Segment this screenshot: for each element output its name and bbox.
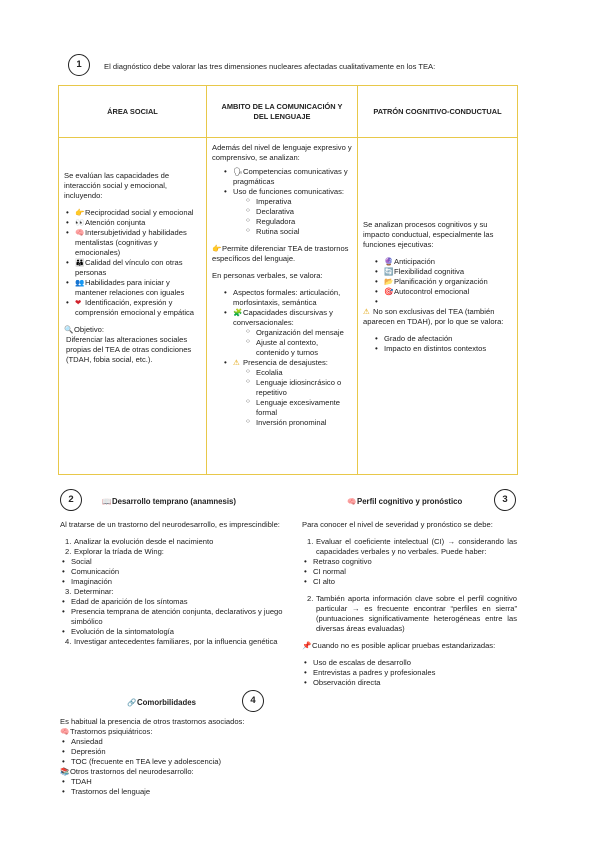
list-item: • Presencia temprana de atención conjunta, declarativos y juego simbólico (60, 607, 288, 627)
list-item: • 👪Calidad del vínculo con otras personas (64, 258, 201, 278)
target-icon: 🎯 (384, 287, 394, 297)
cell-communication (207, 138, 358, 475)
list-item: ○ Declarativa (245, 207, 352, 217)
ci-list (302, 557, 517, 587)
list-item: • Observación directa (302, 678, 517, 688)
discursive-list (233, 328, 352, 358)
list-item: 3. Determinar: (65, 587, 114, 597)
section3-note: Cuando no es posible aplicar pruebas estandarizadas: (312, 641, 496, 651)
list-item: • Imaginación (60, 577, 288, 587)
mismatch-list (233, 368, 352, 428)
neuro-list (60, 777, 290, 797)
social-list (64, 208, 201, 318)
list-item: • TDAH (60, 777, 290, 787)
list-item: • Evolución de la sintomatología (60, 627, 288, 637)
list-item: • ⚠ Presencia de desajustes: ○ Ecolalia ○ Lenguaje idiosincrásico o repetitivo ○ Lenguaje excesivamente formal ○ Inversión pronominal (222, 358, 352, 428)
list-item: • Social (60, 557, 288, 567)
list-item: 2. También aporta información clave sobre el perfil cognitivo particular → es frecuente encontrar “perfiles en sierra” (puntuaciones significativamente heterogéneas entre las diversas áreas evaluadas) (307, 594, 517, 634)
list-item: • Aspectos formales: articulación, morfosintaxis, semántica (222, 288, 352, 308)
verbal-list (212, 288, 352, 428)
list-item: • Entrevistas a padres y profesionales (302, 668, 517, 678)
list-item: • 📂Planificación y organización (373, 277, 512, 287)
list-item (373, 297, 512, 307)
section2-steps (60, 537, 288, 557)
folder-icon: 📂 (384, 277, 394, 287)
list-item: • Ansiedad (60, 737, 290, 747)
cognitive-list (363, 257, 512, 307)
cognitive-intro: Se analizan procesos cognitivos y su impacto conductual, especialmente las funciones ejecutivas: (363, 220, 494, 250)
list-item: ○ Lenguaje excesivamente formal (245, 398, 352, 418)
list-item: • 🔄Flexibilidad cognitiva (373, 267, 512, 277)
list-item: 1. Evaluar el coeficiente intelectual (CI) → considerando las capacidades verbales y no verbales. Puede haber: (307, 537, 517, 557)
pushpin-icon: 📌 (302, 641, 312, 651)
communication-intro: Además del nivel de lenguaje expresivo y comprensivo, se analizan: (212, 143, 352, 163)
list-item: ○ Reguladora (245, 217, 352, 227)
section2-intro: Al tratarse de un trastorno del neurodesarrollo, es imprescindible: (60, 520, 280, 529)
list-item: ○ Rutina social (245, 227, 352, 237)
eyes-icon: 👀 (75, 218, 85, 228)
list-item: • Comunicación (60, 567, 288, 577)
tea-dimensions-table (58, 85, 518, 475)
list-item: • 🔮Anticipación (373, 257, 512, 267)
family-icon: 👪 (75, 258, 85, 268)
social-intro: Se evalúan las capacidades de interacción social y emocional, incluyendo: (64, 171, 170, 201)
functions-list (233, 197, 352, 237)
section-number-4: 4 (242, 690, 264, 712)
neuro-label: Otros trastornos del neurodesarrollo: (70, 767, 194, 777)
list-item: • 👀Atención conjunta (64, 218, 201, 228)
psych-list (60, 737, 290, 767)
section-number-1: 1 (68, 54, 90, 76)
list-item: • Depresión (60, 747, 290, 757)
list-item: • Impacto en distintos contextos (373, 344, 512, 354)
header-social: ÁREA SOCIAL (59, 86, 207, 138)
objective-label: Objetivo: (74, 325, 104, 335)
brain-icon: 🧠 (75, 228, 85, 238)
magnifier-icon: 🔍 (64, 325, 74, 335)
section3-body (302, 520, 517, 688)
puzzle-icon: 🧩 (233, 308, 243, 318)
crystal-ball-icon: 🔮 (384, 257, 394, 267)
list-item: ○ Ecolalia (245, 368, 352, 378)
list-item: • 👥Habilidades para iniciar y mantener relaciones con iguales (64, 278, 201, 298)
books-icon: 📚 (60, 767, 70, 777)
list-item: • CI alto (302, 577, 517, 587)
list-item: 2. Explorar la tríada de Wing: (65, 547, 164, 557)
list-item: 4. Investigar antecedentes familiares, por la influencia genética (65, 637, 278, 647)
communication-note: Permite diferenciar TEA de trastornos específicos del lenguaje. (212, 244, 349, 264)
section4-body (60, 717, 290, 797)
book-icon: 📖 (102, 497, 112, 506)
pointing-hand-icon: 👉 (212, 244, 222, 254)
section4-intro: Es habitual la presencia de otros trastornos asociados: (60, 717, 245, 726)
list-item: • Trastornos del lenguaje (60, 787, 290, 797)
list-item: • 🧩Capacidades discursivas y conversacionales: ○ Organización del mensaje ○ Ajuste al contexto, contenido y turnos (222, 308, 352, 358)
list-item: • Edad de aparición de los síntomas (60, 597, 288, 607)
list-item: ○ Organización del mensaje (245, 328, 352, 338)
cell-cognitive (358, 138, 518, 475)
people-icon: 👥 (75, 278, 85, 288)
link-icon: 🔗 (127, 698, 137, 707)
determine-list (60, 597, 288, 637)
list-item: ○ Inversión pronominal (245, 418, 352, 428)
list-item: • 🧠Intersubjetividad y habilidades mentalistas (cognitivas y emocionales) (64, 228, 201, 258)
list-item: ○ Imperativa (245, 197, 352, 207)
list-item: ○ Ajuste al contexto, contenido y turnos (245, 338, 352, 358)
psych-label: Trastornos psiquiátricos: (70, 727, 153, 737)
list-item: • CI normal (302, 567, 517, 577)
handshake-icon: 👉 (75, 208, 85, 218)
wing-list (60, 557, 288, 587)
cell-social (59, 138, 207, 475)
list-item: • Uso de escalas de desarrollo (302, 658, 517, 668)
list-item: • 🎯Autocontrol emocional (373, 287, 512, 297)
section-number-2: 2 (60, 489, 82, 511)
intro-text: El diagnóstico debe valorar las tres dimensiones nucleares afectadas cualitativamente en los TEA: (104, 62, 436, 71)
brain-icon: 🧠 (347, 497, 357, 506)
list-item: • Uso de funciones comunicativas: ○ Imperativa ○ Declarativa ○ Reguladora ○ Rutina social (222, 187, 352, 237)
header-cognitive: PATRÓN COGNITIVO-CONDUCTUAL (358, 86, 518, 138)
list-item: • 👉Reciprocidad social y emocional (64, 208, 201, 218)
warning-icon: ⚠ (233, 358, 240, 368)
section-number-3: 3 (494, 489, 516, 511)
heart-icon: ❤ (75, 298, 82, 308)
assess-list (363, 334, 512, 354)
verbal-intro: En personas verbales, se valora: (212, 271, 323, 281)
alternatives-list (302, 658, 517, 688)
list-item: • 🗣Competencias comunicativas y pragmáticas (222, 167, 352, 187)
speech-icon: 🗣 (233, 167, 243, 177)
list-item: 1. Analizar la evolución desde el nacimiento (65, 537, 214, 547)
warning-icon: ⚠ (363, 307, 370, 317)
list-item: • Grado de afectación (373, 334, 512, 344)
section2-body (60, 520, 288, 647)
section3-title: 🧠Perfil cognitivo y pronóstico (347, 497, 463, 506)
list-item: • ❤ Identificación, expresión y comprensión emocional y empática (64, 298, 201, 318)
cognitive-warning: No son exclusivas del TEA (también aparecen en TDAH), por lo que se valora: (363, 307, 504, 327)
objective-text: Diferenciar las alteraciones sociales propias del TEA de otras condiciones (TDAH, fobia social, etc.). (66, 335, 192, 365)
header-communication: AMBITO DE LA COMUNICACIÓN Y DEL LENGUAJE (207, 86, 358, 138)
refresh-icon: 🔄 (384, 267, 394, 277)
section3-intro: Para conocer el nivel de severidad y pronóstico se debe: (302, 520, 493, 529)
communication-list (212, 167, 352, 237)
brain-icon: 🧠 (60, 727, 70, 737)
section2-title: 📖Desarrollo temprano (anamnesis) (102, 497, 236, 506)
list-item: • TOC (frecuente en TEA leve y adolescencia) (60, 757, 290, 767)
section4-title: 🔗Comorbilidades (127, 698, 196, 707)
list-item: • Retraso cognitivo (302, 557, 517, 567)
list-item: ○ Lenguaje idiosincrásico o repetitivo (245, 378, 352, 398)
